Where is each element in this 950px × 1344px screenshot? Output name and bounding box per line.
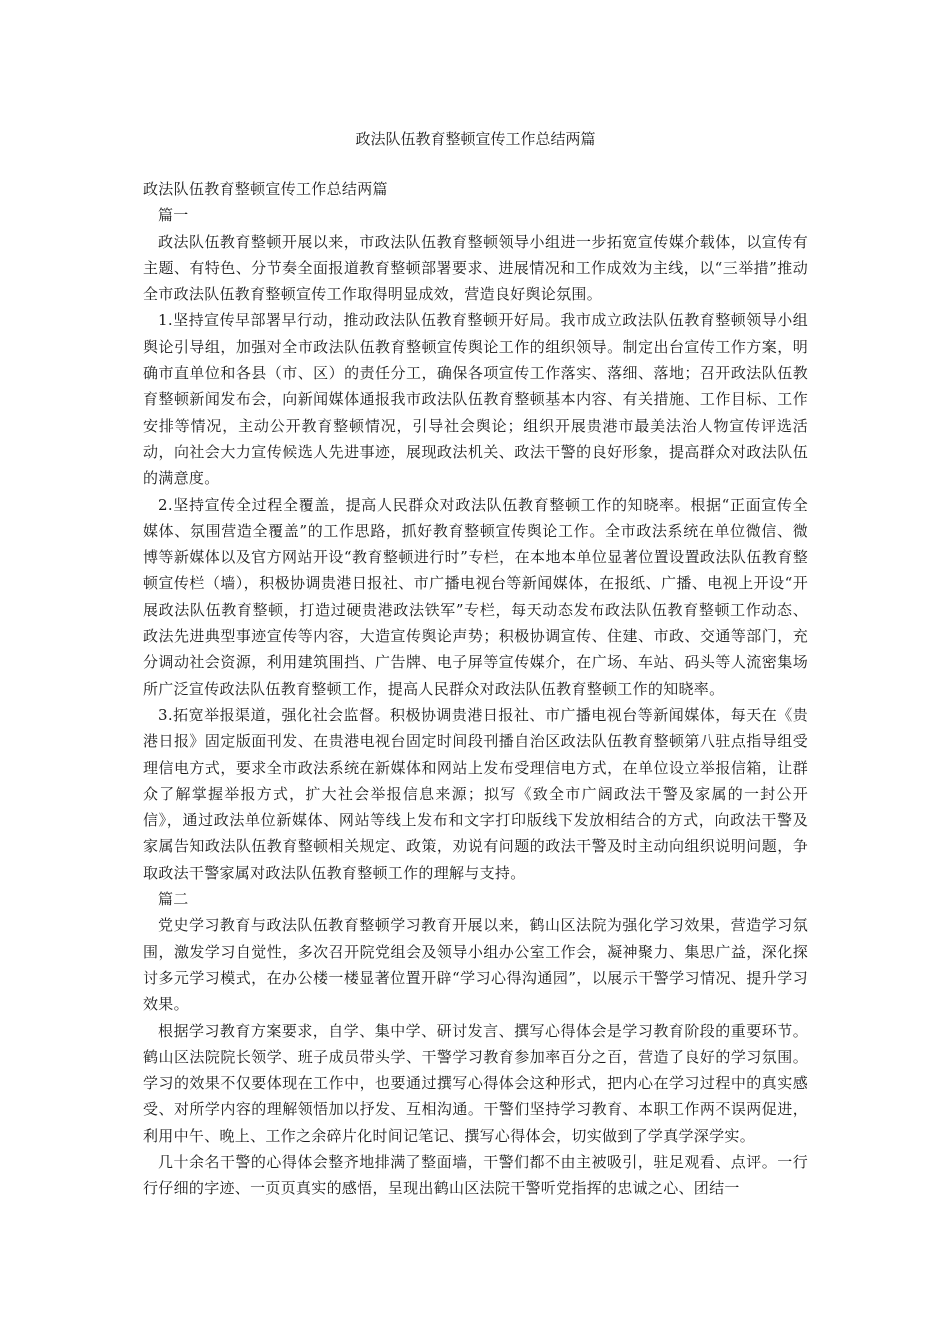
section1-paragraph: 1.坚持宣传早部署早行动，推动政法队伍教育整顿开好局。我市成立政法队伍教育整顿领导小组舆论引导组，加强对全市政法队伍教育整顿宣传舆论工作的组织领导。制定出台宣传工作方案，明确市直单位和各县（市、区）的责任分工，确保各项宣传工作落实、落细、落地；召开政法队伍教育整顿新闻发布会，向新闻媒体通报我市政法队伍教育整顿基本内容、有关措施、工作目标、工作安排等情况，主动公开教育整顿情况，引导社会舆论；组织开展贵港市最美法治人物宣传评选活动，向社会大力宣传候选人先进事迹，展现政法机关、政法干警的良好形象，提高群众对政法队伍的满意度。 [143, 311, 808, 488]
section1-paragraph: 3.拓宽举报渠道，强化社会监督。积极协调贵港日报社、市广播电视台等新闻媒体，每天在《贵港日报》固定版面刊发、在贵港电视台固定时间段刊播自治区政法队伍教育整顿第八驻点指导组受理信电方式，要求全市政法系统在新媒体和网站上发布受理信电方式，在单位设立举报信箱，让群众了解掌握举报方式，扩大社会举报信息来源；拟写《致全市广阔政法干警及家属的一封公开信》，通过政法单位新媒体、网站等线上发布和文字打印版线下发放相结合的方式，向政法干警及家属告知政法队伍教育整顿相关规定、政策，劝说有问题的政法干警及时主动向组织说明问题，争取政法干警家属对政法队伍教育整顿工作的理解与支持。 [143, 705, 808, 882]
section-heading-1: 篇一 [158, 206, 189, 225]
section2-paragraph: 根据学习教育方案要求，自学、集中学、研讨发言、撰写心得体会是学习教育阶段的重要环节。鹤山区法院院长领学、班子成员带头学、干警学习教育参加率百分之百，营造了良好的学习氛围。学习的效果不仅要体现在工作中，也要通过撰写心得体会这种形式，把内心在学习过程中的真实感受、对所学内容的理解领悟加以抒发、互相沟通。干警们坚持学习教育、本职工作两不误两促进，利用中午、晚上、工作之余碎片化时间记笔记、撰写心得体会，切实做到了学真学深学实。 [143, 1021, 808, 1145]
section1-paragraph: 2.坚持宣传全过程全覆盖，提高人民群众对政法队伍教育整顿工作的知晓率。根据“正面宣传全媒体、氛围营造全覆盖”的工作思路，抓好教育整顿宣传舆论工作。全市政法系统在单位微信、微博等新媒体以及官方网站开设“教育整顿进行时”专栏，在本地本单位显著位置设置政法队伍教育整顿宣传栏（墙），积极协调贵港日报社、市广播电视台等新闻媒体，在报纸、广播、电视上开设“开展政法队伍教育整顿，打造过硬贵港政法铁军”专栏，每天动态发布政法队伍教育整顿工作动态、政法先进典型事迹宣传等内容，大造宣传舆论声势；积极协调宣传、住建、市政、交通等部门，充分调动社会资源，利用建筑围挡、广告牌、电子屏等宣传媒介，在广场、车站、码头等人流密集场所广泛宣传政法队伍教育整顿工作，提高人民群众对政法队伍教育整顿工作的知晓率。 [143, 495, 808, 698]
section2-paragraph: 几十余名干警的心得体会整齐地排满了整面墙，干警们都不由主被吸引，驻足观看、点评。一行行仔细的字迹、一页页真实的感悟，呈现出鹤山区法院干警听党指挥的忠诚之心、团结一 [143, 1152, 808, 1198]
document-subtitle: 政法队伍教育整顿宣传工作总结两篇 [143, 180, 388, 198]
section1-paragraph: 政法队伍教育整顿开展以来，市政法队伍教育整顿领导小组进一步拓宽宣传媒介载体，以宣传有主题、有特色、分节奏全面报道教育整顿部署要求、进展情况和工作成效为主线，以“三举措”推动全市政法队伍教育整顿宣传工作取得明显成效，营造良好舆论氛围。 [143, 232, 808, 304]
document-body [143, 176, 808, 1202]
document-title: 政法队伍教育整顿宣传工作总结两篇 [355, 130, 596, 148]
section2-paragraph: 党史学习教育与政法队伍教育整顿学习教育开展以来，鹤山区法院为强化学习效果，营造学习氛围，激发学习自觉性，多次召开院党组会及领导小组办公室工作会，凝神聚力、集思广益，深化探讨多元学习模式，在办公楼一楼显著位置开辟“学习心得沟通园”，以展示干警学习情况、提升学习效果。 [143, 916, 808, 1014]
section-heading-2: 篇二 [158, 890, 189, 909]
document-page [143, 0, 808, 1344]
